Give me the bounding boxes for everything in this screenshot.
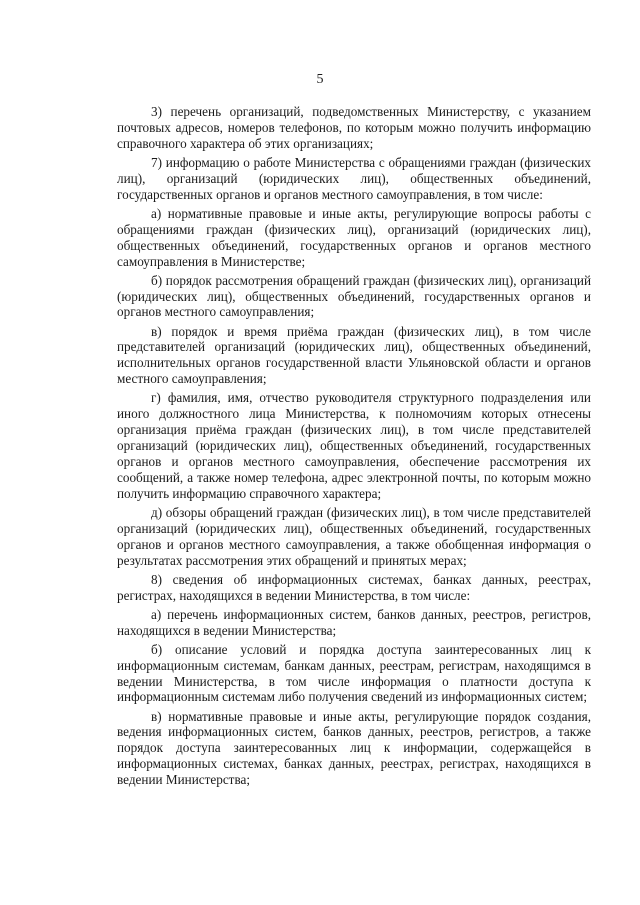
document-body (117, 104, 591, 791)
page-number: 5 (316, 72, 324, 87)
paragraph-item-7a-legal-acts: а) нормативные правовые и иные акты, регулирующие вопросы работы с обращениями граждан (физических лиц), организаций (юридических лиц), общественных объединений, государственных органов и органов местного самоуправления в Министерстве; (117, 205, 591, 269)
paragraph-item-7v-reception-time: в) порядок и время приёма граждан (физических лиц), в том числе представителей организаций (юридических лиц), общественных объединений, исполнительных органов государственной власти Ульяновской области и органов местного самоуправления; (117, 323, 591, 387)
paragraph-item-8v-regulating-acts: в) нормативные правовые и иные акты, регулирующие порядок создания, ведения информационных систем, банков данных, реестров, регистров, а также порядок доступа заинтересованных лиц к информации, содержащейся в информационных системах, банках данных, реестрах, регистрах, находящихся в ведении Министерства; (117, 708, 591, 788)
paragraph-item-7g-responsible-official: г) фамилия, имя, отчество руководителя структурного подразделения или иного должностного лица Министерства, к полномочиям которых отнесены организация приёма граждан (физических лиц), в том числе представителей организаций (юридических лиц), общественных объединений, государственных органов и органов местного самоуправления, обеспечение рассмотрения их сообщений, а также номер телефона, адрес электронной почты, по которым можно получить информацию справочного характера; (117, 390, 591, 501)
paragraph-item-8b-access-conditions: б) описание условий и порядка доступа заинтересованных лиц к информационным системам, банкам данных, реестрам, регистрам, находящимся в ведении Министерства, в том числе информация о платности доступа к информационным системам либо получения сведений из информационных систем; (117, 641, 591, 705)
paragraph-item-3-subordinate-organizations: 3) перечень организаций, подведомственных Министерству, с указанием почтовых адресов, номеров телефонов, по которым можно получить информацию справочного характера об этих организациях; (117, 104, 591, 151)
paragraph-item-8-information-systems: 8) сведения об информационных системах, банках данных, реестрах, регистрах, находящихся в ведении Министерства, в том числе: (117, 571, 591, 603)
paragraph-item-7b-review-procedure: б) порядок рассмотрения обращений граждан (физических лиц), организаций (юридических лиц), общественных объединений, государственных органов и органов местного самоуправления; (117, 272, 591, 320)
paragraph-item-8a-systems-list: а) перечень информационных систем, банков данных, реестров, регистров, находящихся в ведении Министерства; (117, 606, 591, 638)
paragraph-item-7-appeals-work: 7) информацию о работе Министерства с обращениями граждан (физических лиц), организаций (юридических лиц), общественных объединений, государственных органов и органов местного самоуправления, в том числе: (117, 154, 591, 202)
paragraph-item-7d-appeals-reviews: д) обзоры обращений граждан (физических лиц), в том числе представителей организаций (юридических лиц), общественных объединений, государственных органов и органов местного самоуправления, а также обобщенная информация о результатах рассмотрения этих обращений и принятых мерах; (117, 504, 591, 568)
